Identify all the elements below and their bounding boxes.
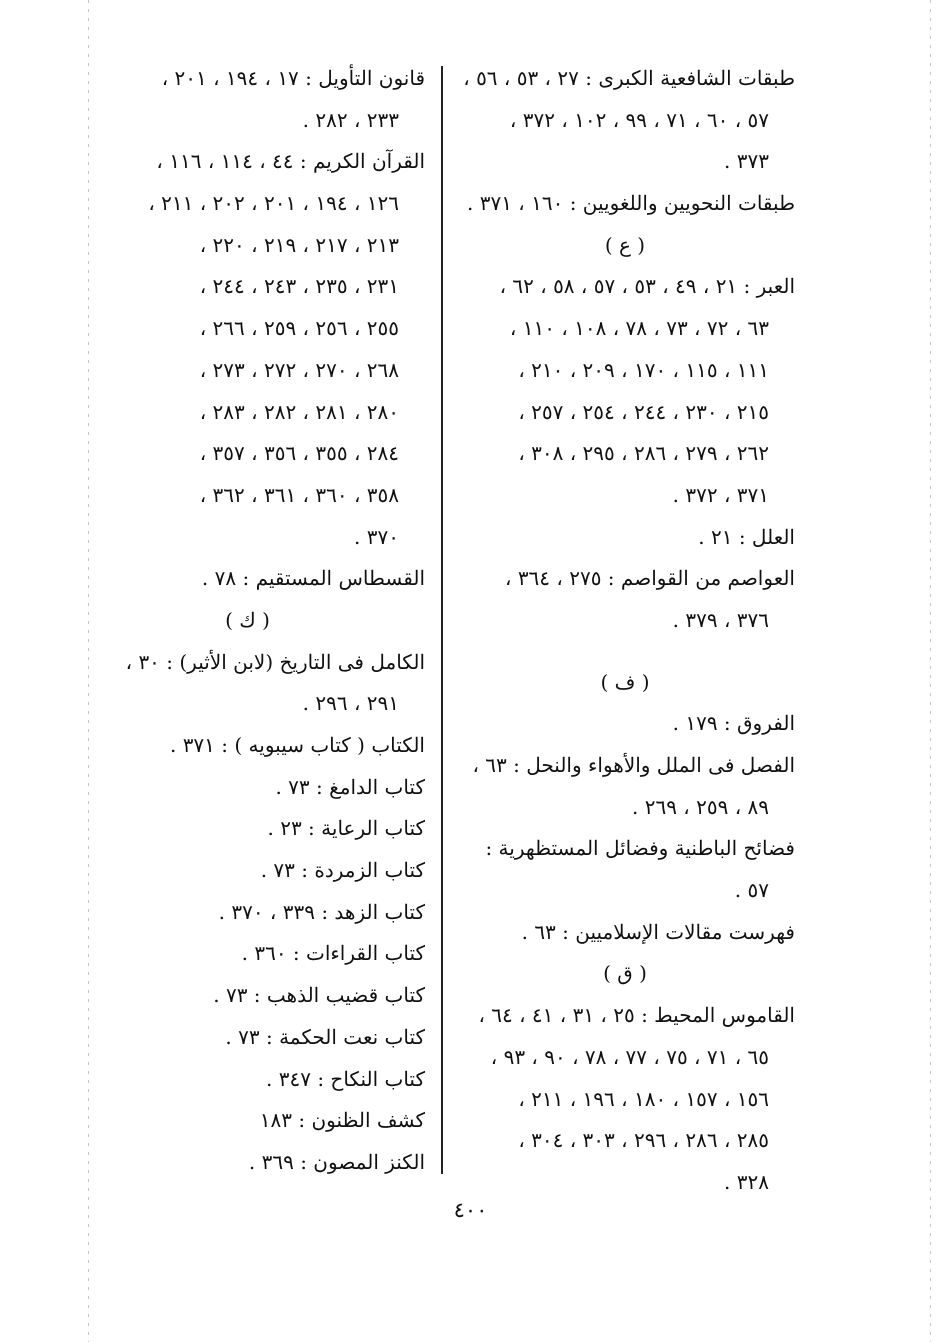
index-entry: قانون التأويل : ١٧ ، ١٩٤ ، ٢٠١ ، (161, 66, 425, 90)
index-entry: العبر : ٢١ ، ٤٩ ، ٥٣ ، ٥٧ ، ٥٨ ، ٦٢ ، (499, 274, 795, 299)
index-entry-continuation: ٣٧٣ . (724, 149, 769, 174)
index-entry: كتاب النكاح : ٣٤٧ . (266, 1066, 425, 1091)
section-letter-heading: ( ك ) (225, 607, 270, 632)
index-entry-continuation: ٢٣٣ ، ٢٨٢ . (302, 107, 399, 132)
index-entry-continuation: ٢٨٥ ، ٢٨٦ ، ٢٩٦ ، ٣٠٣ ، ٣٠٤ ، (518, 1128, 769, 1153)
index-entry: الفروق : ١٧٩ . (672, 711, 795, 736)
index-entry: العواصم من القواصم : ٢٧٥ ، ٣٦٤ ، (505, 566, 795, 591)
index-entry: الكامل فى التاريخ (لابن الأثير) : ٣٠ ، (125, 649, 425, 674)
index-entry: القاموس المحيط : ٢٥ ، ٣١ ، ٤١ ، ٦٤ ، (478, 1003, 795, 1028)
index-entry-continuation: ٢٣١ ، ٢٣٥ ، ٢٤٣ ، ٢٤٤ ، (199, 274, 399, 299)
index-entry-continuation: ٢١٣ ، ٢١٧ ، ٢١٩ ، ٢٢٠ ، (199, 232, 399, 257)
index-entry: كتاب نعت الحكمة : ٧٣ . (225, 1024, 425, 1049)
index-entry-continuation: ٣٧٦ ، ٣٧٩ . (672, 607, 769, 632)
index-entry: الفصل فى الملل والأهواء والنحل : ٦٣ ، (472, 753, 795, 777)
index-entry: كتاب القراءات : ٣٦٠ . (241, 941, 425, 966)
index-entry-continuation: ١٥٦ ، ١٥٧ ، ١٨٠ ، ١٩٦ ، ٢١١ ، (518, 1086, 769, 1111)
index-entry: العلل : ٢١ . (698, 524, 795, 549)
index-entry: القرآن الكريم : ٤٤ ، ١١٤ ، ١١٦ ، (156, 149, 425, 174)
index-entry-continuation: ٢١٥ ، ٢٣٠ ، ٢٤٤ ، ٢٥٤ ، ٢٥٧ ، (518, 399, 769, 424)
index-entry: كتاب الزمردة : ٧٣ . (260, 858, 425, 883)
index-entry-continuation: ٣٢٨ . (724, 1169, 769, 1194)
index-entry: كتاب قضيب الذهب : ٧٣ . (213, 983, 425, 1008)
scan-noise (930, 0, 931, 1342)
index-entry-continuation: ٥٧ ، ٦٠ ، ٧١ ، ٩٩ ، ١٠٢ ، ٣٧٢ ، (509, 107, 769, 132)
index-entry: كتاب الدامغ : ٧٣ . (275, 774, 425, 799)
index-entry: كتاب الرعاية : ٢٣ . (267, 816, 425, 841)
index-entry-continuation: ٢٩١ ، ٢٩٦ . (302, 691, 399, 716)
index-entry: طبقات الشافعية الكبرى : ٢٧ ، ٥٣ ، ٥٦ ، (463, 66, 795, 90)
index-entry: طبقات النحويين واللغويين : ١٦٠ ، ٣٧١ . (466, 191, 795, 216)
section-letter-heading: ( ف ) (600, 669, 650, 694)
index-entry: كتاب الزهد : ٣٣٩ ، ٣٧٠ . (218, 899, 425, 924)
index-entry-continuation: ١١١ ، ١١٥ ، ١٧٠ ، ٢٠٩ ، ٢١٠ ، (518, 357, 769, 382)
index-entry: الكنز المصون : ٣٦٩ . (248, 1149, 425, 1174)
index-entry-continuation: ٥٧ . (734, 878, 769, 903)
index-entry: كشف الظنون : ١٨٣ (259, 1108, 425, 1133)
index-entry-continuation: ٢٦٨ ، ٢٧٠ ، ٢٧٢ ، ٢٧٣ ، (199, 357, 399, 382)
page-number: ٤٠٠ (453, 1198, 488, 1222)
index-entry-continuation: ٦٥ ، ٧١ ، ٧٥ ، ٧٧ ، ٧٨ ، ٩٠ ، ٩٣ ، (490, 1044, 769, 1069)
section-letter-heading: ( ع ) (604, 232, 646, 257)
index-entry: الكتاب ( كتاب سيبويه ) : ٣٧١ . (169, 733, 425, 757)
index-entry-continuation: ٣٥٨ ، ٣٦٠ ، ٣٦١ ، ٣٦٢ ، (199, 482, 399, 507)
index-column-left (70, 58, 425, 1184)
index-entry-continuation: ٨٩ ، ٢٥٩ ، ٢٦٩ . (631, 794, 769, 819)
index-entry: القسطاس المستقيم : ٧٨ . (201, 566, 425, 591)
index-entry-continuation: ٣٧٠ . (354, 524, 399, 549)
index-column-right (455, 58, 795, 1204)
index-entry-continuation: ٢٥٥ ، ٢٥٦ ، ٢٥٩ ، ٢٦٦ ، (199, 316, 399, 341)
column-divider (441, 66, 443, 1174)
index-entry: فهرست مقالات الإسلاميين : ٦٣ . (521, 919, 795, 944)
index-entry-continuation: ٢٦٢ ، ٢٧٩ ، ٢٨٦ ، ٢٩٥ ، ٣٠٨ ، (518, 441, 769, 466)
index-entry-continuation: ٦٣ ، ٧٢ ، ٧٣ ، ٧٨ ، ١٠٨ ، ١١٠ ، (509, 316, 769, 341)
index-entry-continuation: ٣٧١ ، ٣٧٢ . (672, 482, 769, 507)
section-letter-heading: ( ق ) (603, 961, 647, 986)
index-entry-continuation: ٢٨٤ ، ٣٥٥ ، ٣٥٦ ، ٣٥٧ ، (199, 441, 399, 466)
index-entry: فضائح الباطنية وفضائل المستظهرية : (485, 836, 795, 861)
index-entry-continuation: ١٢٦ ، ١٩٤ ، ٢٠١ ، ٢٠٢ ، ٢١١ ، (148, 191, 399, 216)
index-entry-continuation: ٢٨٠ ، ٢٨١ ، ٢٨٢ ، ٢٨٣ ، (199, 399, 399, 424)
